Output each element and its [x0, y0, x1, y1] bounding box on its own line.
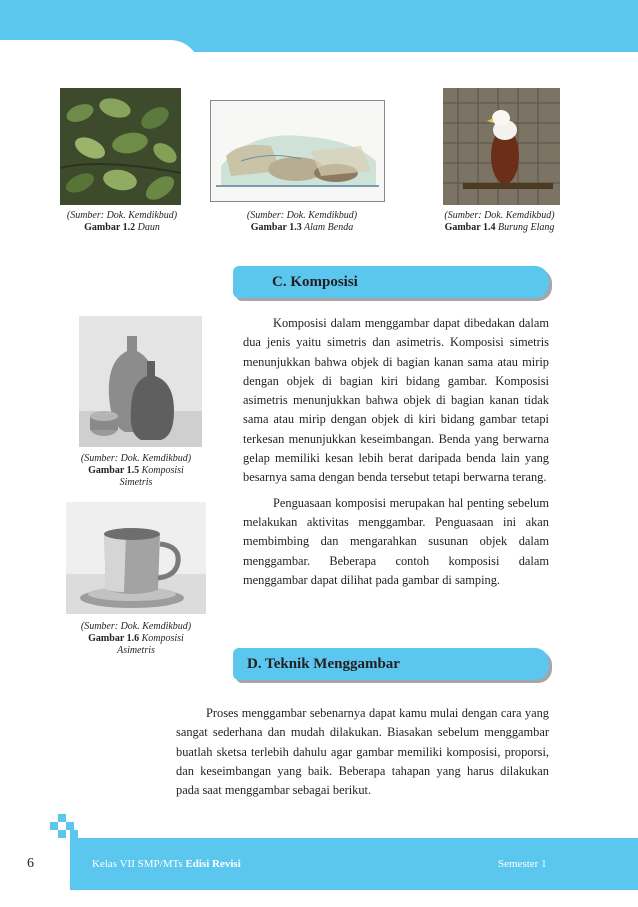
caption-source: (Sumber: Dok. Kemdikbud) [66, 210, 178, 221]
caption-source: (Sumber: Dok. Kemdikbud) [246, 210, 358, 221]
still-life-photo [210, 100, 385, 202]
section-d-title: D. Teknik Menggambar [247, 656, 400, 672]
caption-label: Gambar 1.6 [88, 633, 140, 644]
footer-pixel [66, 822, 74, 830]
section-c-paragraph-2: Penguasaan komposisi merupakan hal penting sebelum melakukan aktivitas menggambar. Penguasaan ini akan membimbing dan mengarahkan susunan objek dalam menggambar. Beberapa contoh komposisi dalam menggambar dapat dilihat pada gambar di samping. [243, 495, 549, 587]
footer-pixel [58, 830, 66, 838]
section-d-body [176, 704, 549, 800]
caption-fig-1-4 [427, 210, 572, 234]
page-number: 6 [27, 856, 34, 871]
footer-pixel [58, 814, 66, 822]
caption-fig-1-5 [65, 453, 207, 489]
caption-label: Gambar 1.4 [444, 222, 496, 233]
asymmetric-cup-photo [66, 502, 206, 614]
caption-title: Komposisi [141, 633, 184, 644]
header-curve [0, 40, 200, 70]
caption-title-line2: Asimetris [117, 645, 155, 656]
footer-pixel [70, 830, 78, 838]
footer-book-title [92, 858, 241, 870]
caption-fig-1-2 [54, 210, 190, 234]
caption-title: Komposisi [141, 465, 184, 476]
caption-label: Gambar 1.2 [84, 222, 136, 233]
caption-title: Burung Elang [498, 222, 555, 233]
section-c-body [243, 314, 549, 590]
symmetric-vases-photo [79, 316, 202, 447]
leaves-photo [60, 88, 181, 205]
caption-label: Gambar 1.5 [88, 465, 140, 476]
caption-fig-1-6 [65, 621, 207, 657]
caption-title: Daun [137, 222, 160, 233]
section-c-title: C. Komposisi [272, 274, 358, 290]
caption-label: Gambar 1.3 [250, 222, 302, 233]
caption-fig-1-3 [229, 210, 375, 234]
footer-book-edition: Edisi Revisi [185, 858, 241, 870]
footer-book-prefix: Kelas VII SMP/MTs [92, 858, 186, 870]
caption-source: (Sumber: Dok. Kemdikbud) [80, 453, 192, 464]
caption-source: (Sumber: Dok. Kemdikbud) [444, 210, 555, 221]
eagle-photo [443, 88, 560, 205]
footer-pixel [50, 822, 58, 830]
caption-source: (Sumber: Dok. Kemdikbud) [80, 621, 192, 632]
footer-page-box [0, 838, 70, 890]
section-c-paragraph-1: Komposisi dalam menggambar dapat dibedakan dalam dua jenis yaitu simetris dan asimetris. Komposisi simetris menunjukkan bahwa objek di bagian kanan sama atau mirip dengan objek di bagian kiri bidang gambar. Komposisi asimetris menunjukkan bahwa objek di bagian kanan tidak sama atau mirip dengan objek di kiri bidang gambar tetapi terkesan menunjukkan keseimbangan. Benda yang berwarna gelap memiliki kesan lebih berat daripada benda lain yang besarnya sama dengan benda tersebut tetapi berwarna terang. [243, 316, 549, 485]
footer-semester: Semester 1 [498, 858, 547, 870]
caption-title: Alam Benda [304, 222, 354, 233]
section-d-paragraph-1: Proses menggambar sebenarnya dapat kamu mulai dengan cara yang sangat sederhana dan mudah dilakukan. Biasakan sebelum menggambar buatlah sketsa terlebih dahulu agar gambar memiliki komposisi, proporsi, dan keseimbangan yang baik. Beberapa tahapan yang harus dilakukan pada saat menggambar sebagai berikut. [176, 706, 549, 798]
caption-title-line2: Simetris [119, 477, 153, 488]
